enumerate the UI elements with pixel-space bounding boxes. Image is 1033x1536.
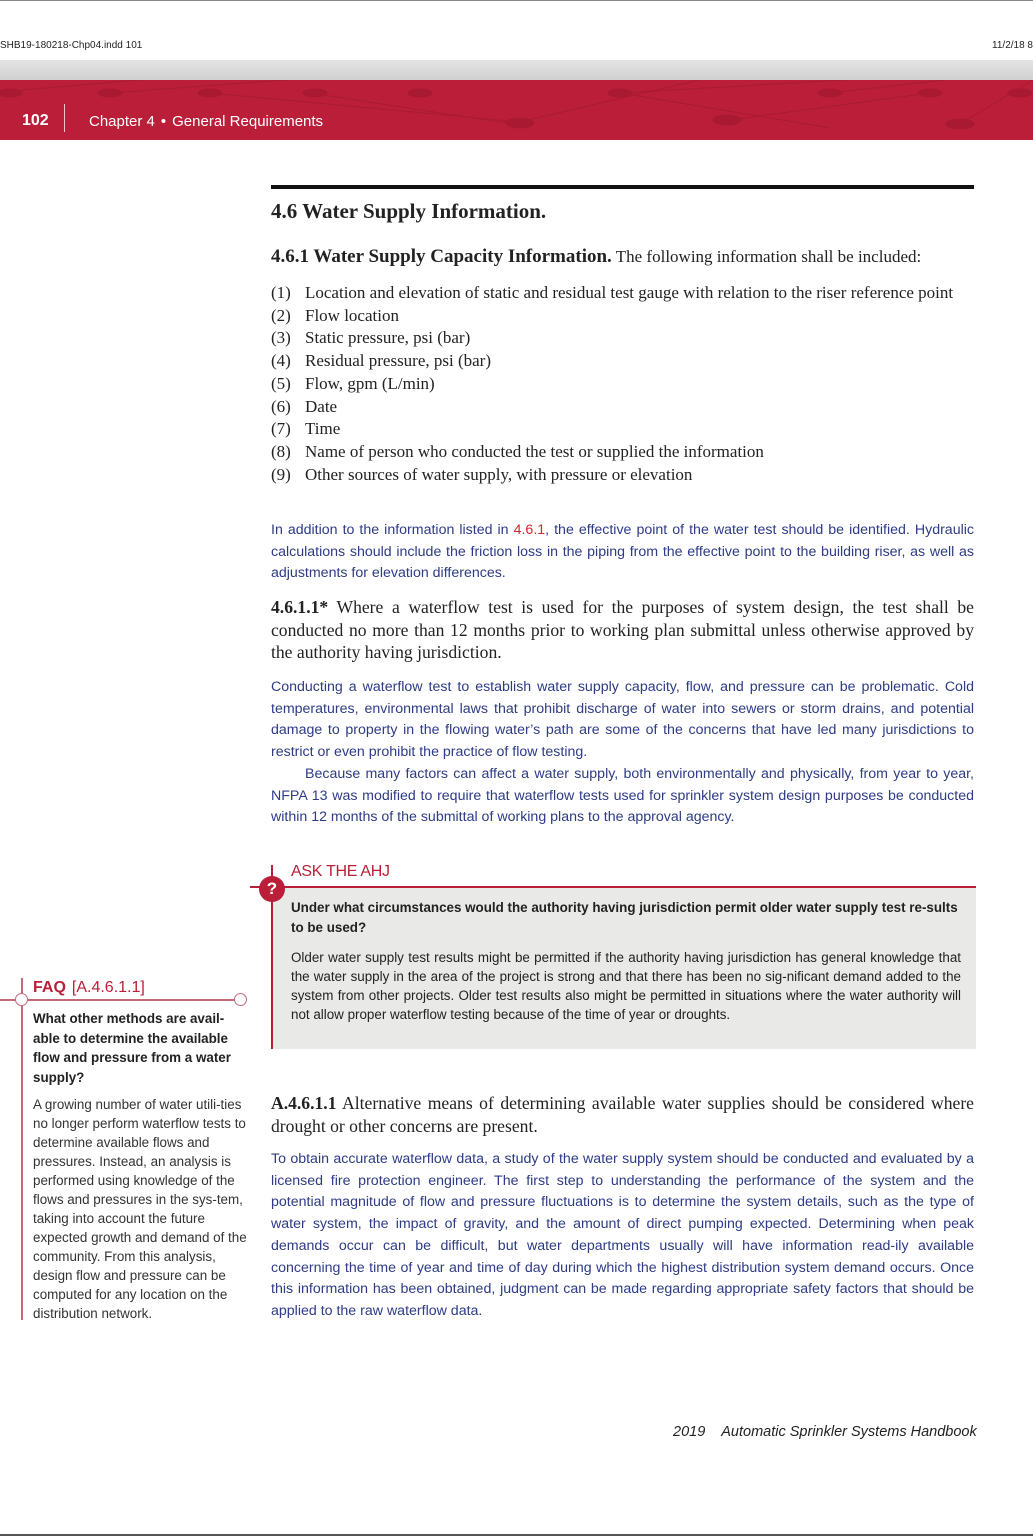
decorative-network-pattern-icon [0, 80, 1033, 140]
paragraph-4-6-1-1: 4.6.1.1* Where a waterflow test is used for the purposes of system design, the test shall be conducted no more than 12 months prior to working plan submittal unless otherwise approved by the authority having jurisdiction. [271, 597, 974, 663]
faq-node-icon [15, 993, 28, 1006]
bullet-separator: • [160, 113, 167, 130]
list-item: (4) Residual pressure, psi (bar) [271, 351, 492, 371]
gray-band [0, 60, 1033, 80]
faq-vertical-rule [21, 978, 23, 1320]
print-date-slug: 11/2/18 8 [992, 40, 1033, 51]
section-heading: 4.6 Water Supply Information. [271, 199, 547, 223]
chapter-label: Chapter 4 [89, 113, 155, 130]
ahj-question: Under what circumstances would the authority having jurisdiction permit older water supply test re-sults to be used? [291, 900, 958, 935]
footer-title: Automatic Sprinkler Systems Handbook [721, 1424, 977, 1440]
question-mark-icon: ? [259, 876, 285, 902]
list-item: (7) Time [271, 419, 341, 439]
list-item: (3) Static pressure, psi (bar) [271, 328, 471, 348]
faq-question: What other methods are avail-able to determine the available flow and pressure from a water supply? [33, 1011, 231, 1085]
page-number: 102 [22, 112, 49, 129]
cross-reference-link[interactable]: 4.6.1 [513, 522, 546, 538]
commentary-paragraph: Conducting a waterflow test to establish water supply capacity, flow, and pressure can be problematic. Cold temperatures, environmental laws that prohibit discharge of water into sewers or storm drains, and potential damage to property in the flowing water’s path are some of the concerns that have led many jurisdictions to restrict or even prohibit the practice of flow testing. [271, 679, 974, 761]
subsection-4-6-1 [271, 246, 974, 268]
header-divider [64, 104, 65, 132]
faq-title [33, 979, 145, 997]
ahj-title-rule [250, 886, 976, 888]
commentary-4-6-1-1 [271, 677, 974, 829]
commentary-paragraph: Because many factors can affect a water supply, both environmentally and physically, from year to year, NFPA 13 was modified to require that waterflow tests used for sprinkler system design purposes be conducted within 12 months of the submittal of working plans to the approval agency. [271, 765, 974, 826]
footer-year: 2019 [673, 1424, 706, 1440]
page-footer [673, 1424, 977, 1440]
chapter-title: General Requirements [172, 113, 324, 130]
commentary-a-4-6-1-1: To obtain accurate waterflow data, a study of the water supply system should be conducted and evaluated by a licensed fire protection engineer. The first step to understanding the performance of the system and the potential magnitude of flow and pressure fluctuations is to determine the system details, such as the type of water system, the impact of gravity, and the amount of direct pumping expected. Determining when peak demands occur can be difficult, but water departments usually will have information read-ily available concerning the time of year and time of day during which the highest distribution system demand occurs. Once this information has been obtained, judgment can be made regarding appropriate safety factors that should be applied to the raw waterflow data. [271, 1151, 974, 1319]
subsection-title: 4.6.1 Water Supply Capacity Information. [271, 246, 612, 267]
faq-reference: [A.4.6.1.1] [71, 979, 145, 996]
list-item: (2) Flow location [271, 305, 399, 325]
subsection-intro: The following information shall be included: [611, 247, 922, 266]
faq-answer: A growing number of water utili-ties no longer perform waterflow tests to determine available flows and pressures. Instead, an analysis is performed using knowledge of the flows and pressures in the sys-tem, taking into account the future expected growth and demand of the community. From this analysis, design flow and pressure can be computed for any location on the distribution network. [33, 1097, 247, 1321]
top-border [0, 0, 1033, 1]
chapter-running-head [89, 113, 323, 130]
list-item: (9) Other sources of water supply, with pressure or elevation [271, 464, 693, 484]
faq-node-icon [234, 993, 247, 1006]
list-item: (8) Name of person who conducted the test or supplied the information [271, 441, 764, 461]
faq-label: FAQ [33, 979, 66, 996]
paragraph-number: A.4.6.1.1 [271, 1093, 337, 1113]
commentary-4-6-1: In addition to the information listed in 4.6.1, the effective point of the water test should be identified. Hydraulic calculations should include the friction loss in the piping from the effective point to the building riser, as well as adjustments for elevation differences. [271, 522, 974, 582]
annex-paragraph-a-4-6-1-1: A.4.6.1.1 Alternative means of determining available water supplies should be considered where drought or other concerns are present. [271, 1093, 974, 1136]
list-item: (1) Location and elevation of static and residual test gauge with relation to the riser reference point [271, 283, 954, 302]
ahj-answer: Older water supply test results might be permitted if the authority having jurisdiction has general knowledge that the water supply in the area of the project is strong and that there has been no sig-nificant demand added to the system from other projects. Older test results also might be permitted in situations where the water authority will not allow proper waterflow testing because of the time of year or droughts. [291, 950, 961, 1022]
section-top-rule [271, 185, 974, 189]
list-item: (5) Flow, gpm (L/min) [271, 373, 435, 393]
required-info-list [271, 282, 974, 486]
faq-horizontal-rule [0, 999, 236, 1001]
indd-file-slug: SHB19-180218-Chp04.indd 101 [0, 40, 143, 51]
list-item: (6) Date [271, 396, 338, 416]
ahj-title: ASK THE AHJ [291, 863, 390, 880]
paragraph-number: 4.6.1.1* [271, 597, 329, 617]
chapter-header-bar [0, 80, 1033, 140]
